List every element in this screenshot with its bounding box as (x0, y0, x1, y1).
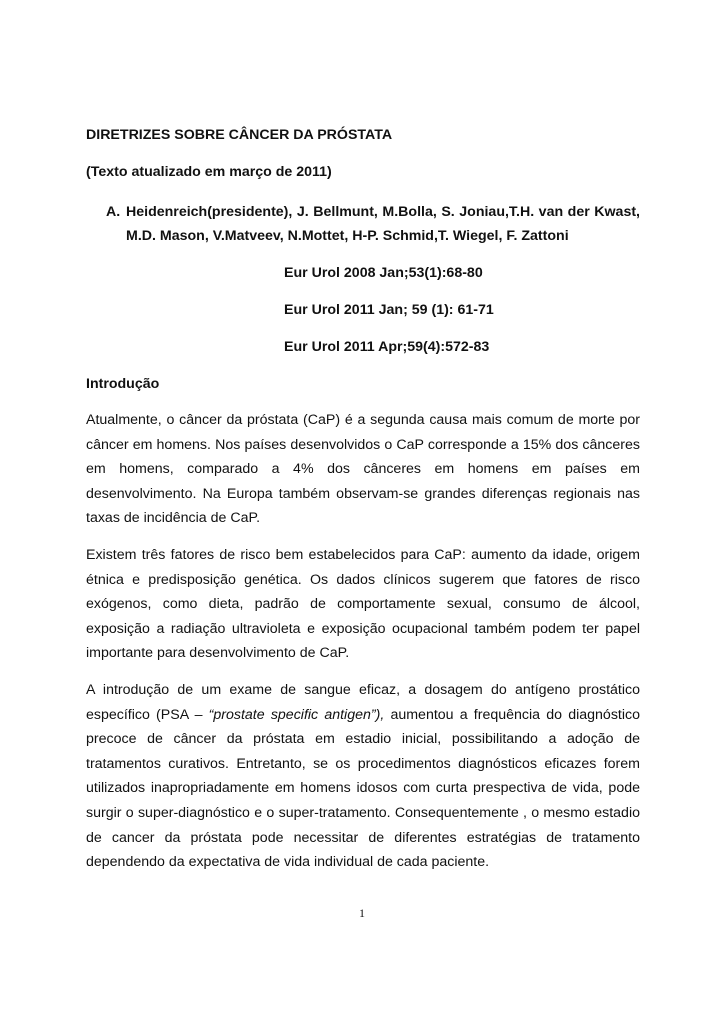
document-title: DIRETRIZES SOBRE CÂNCER DA PRÓSTATA (86, 127, 393, 143)
reference-item: Eur Urol 2011 Jan; 59 (1): 61-71 (284, 302, 494, 318)
page-number: 1 (359, 906, 365, 920)
paragraph-2: Existem três fatores de risco bem estabelecidos para CaP: aumento da idade, origem étnica e predisposição genética. Os dados clínicos sugerem que fatores de risco exógenos, como dieta, padrão de comportamente sexual, consumo de álcool, exposição a radiação ultravioleta e exposição ocupacional também podem ter papel importante para desenvolvimento de CaP. (86, 546, 640, 662)
paragraph-3-end: aumentou a frequência do diagnóstico precoce de câncer da próstata em estadio inicial, possibilitando a adoção de tratamentos curativos. Entretanto, se os procedimentos diagnósticos eficazes forem utilizados inapropriadamente em homens idosos com curta prespectiva de vida, pode surgir o super-diagnóstico e o super-tratamento. Consequentemente , o mesmo estadio de cancer da próstata pode necessitar de diferentes estratégias de tratamento dependendo da expectativa de vida individual de cada paciente. (86, 706, 640, 871)
reference-item: Eur Urol 2008 Jan;53(1):68-80 (284, 265, 483, 281)
reference-item: Eur Urol 2011 Apr;59(4):572-83 (284, 339, 490, 355)
paragraph-3-italic: “prostate specific antigen”), (208, 706, 385, 723)
document-body (86, 126, 640, 887)
section-title-introducao: Introdução (86, 376, 160, 392)
author-list-marker: A. (106, 204, 121, 220)
author-names: Heidenreich(presidente), J. Bellmunt, M.Bolla, S. Joniau,T.H. van der Kwast, M.D. Mason, V.Matveev, N.Mottet, H-P. Schmid,T. Wiegel, F. Zattoni (126, 204, 640, 244)
reference-list (284, 264, 640, 357)
paragraph-1: Atualmente, o câncer da próstata (CaP) é a segunda causa mais comum de morte por câncer em homens. Nos países desenvolvidos o CaP corresponde a 15% dos cânceres em homens, comparado a 4% dos cânceres em homens em países em desenvolvimento. Na Europa também observam-se grandes diferenças regionais nas taxas de incidência de CaP. (86, 412, 640, 527)
paragraph-3 (86, 678, 640, 875)
author-list (86, 200, 640, 248)
document-subtitle: (Texto atualizado em março de 2011) (86, 164, 332, 180)
paragraph-3-start: A introdução de um exame de sangue eficaz, a dosagem do antígeno prostático específico (PSA – (86, 681, 640, 723)
